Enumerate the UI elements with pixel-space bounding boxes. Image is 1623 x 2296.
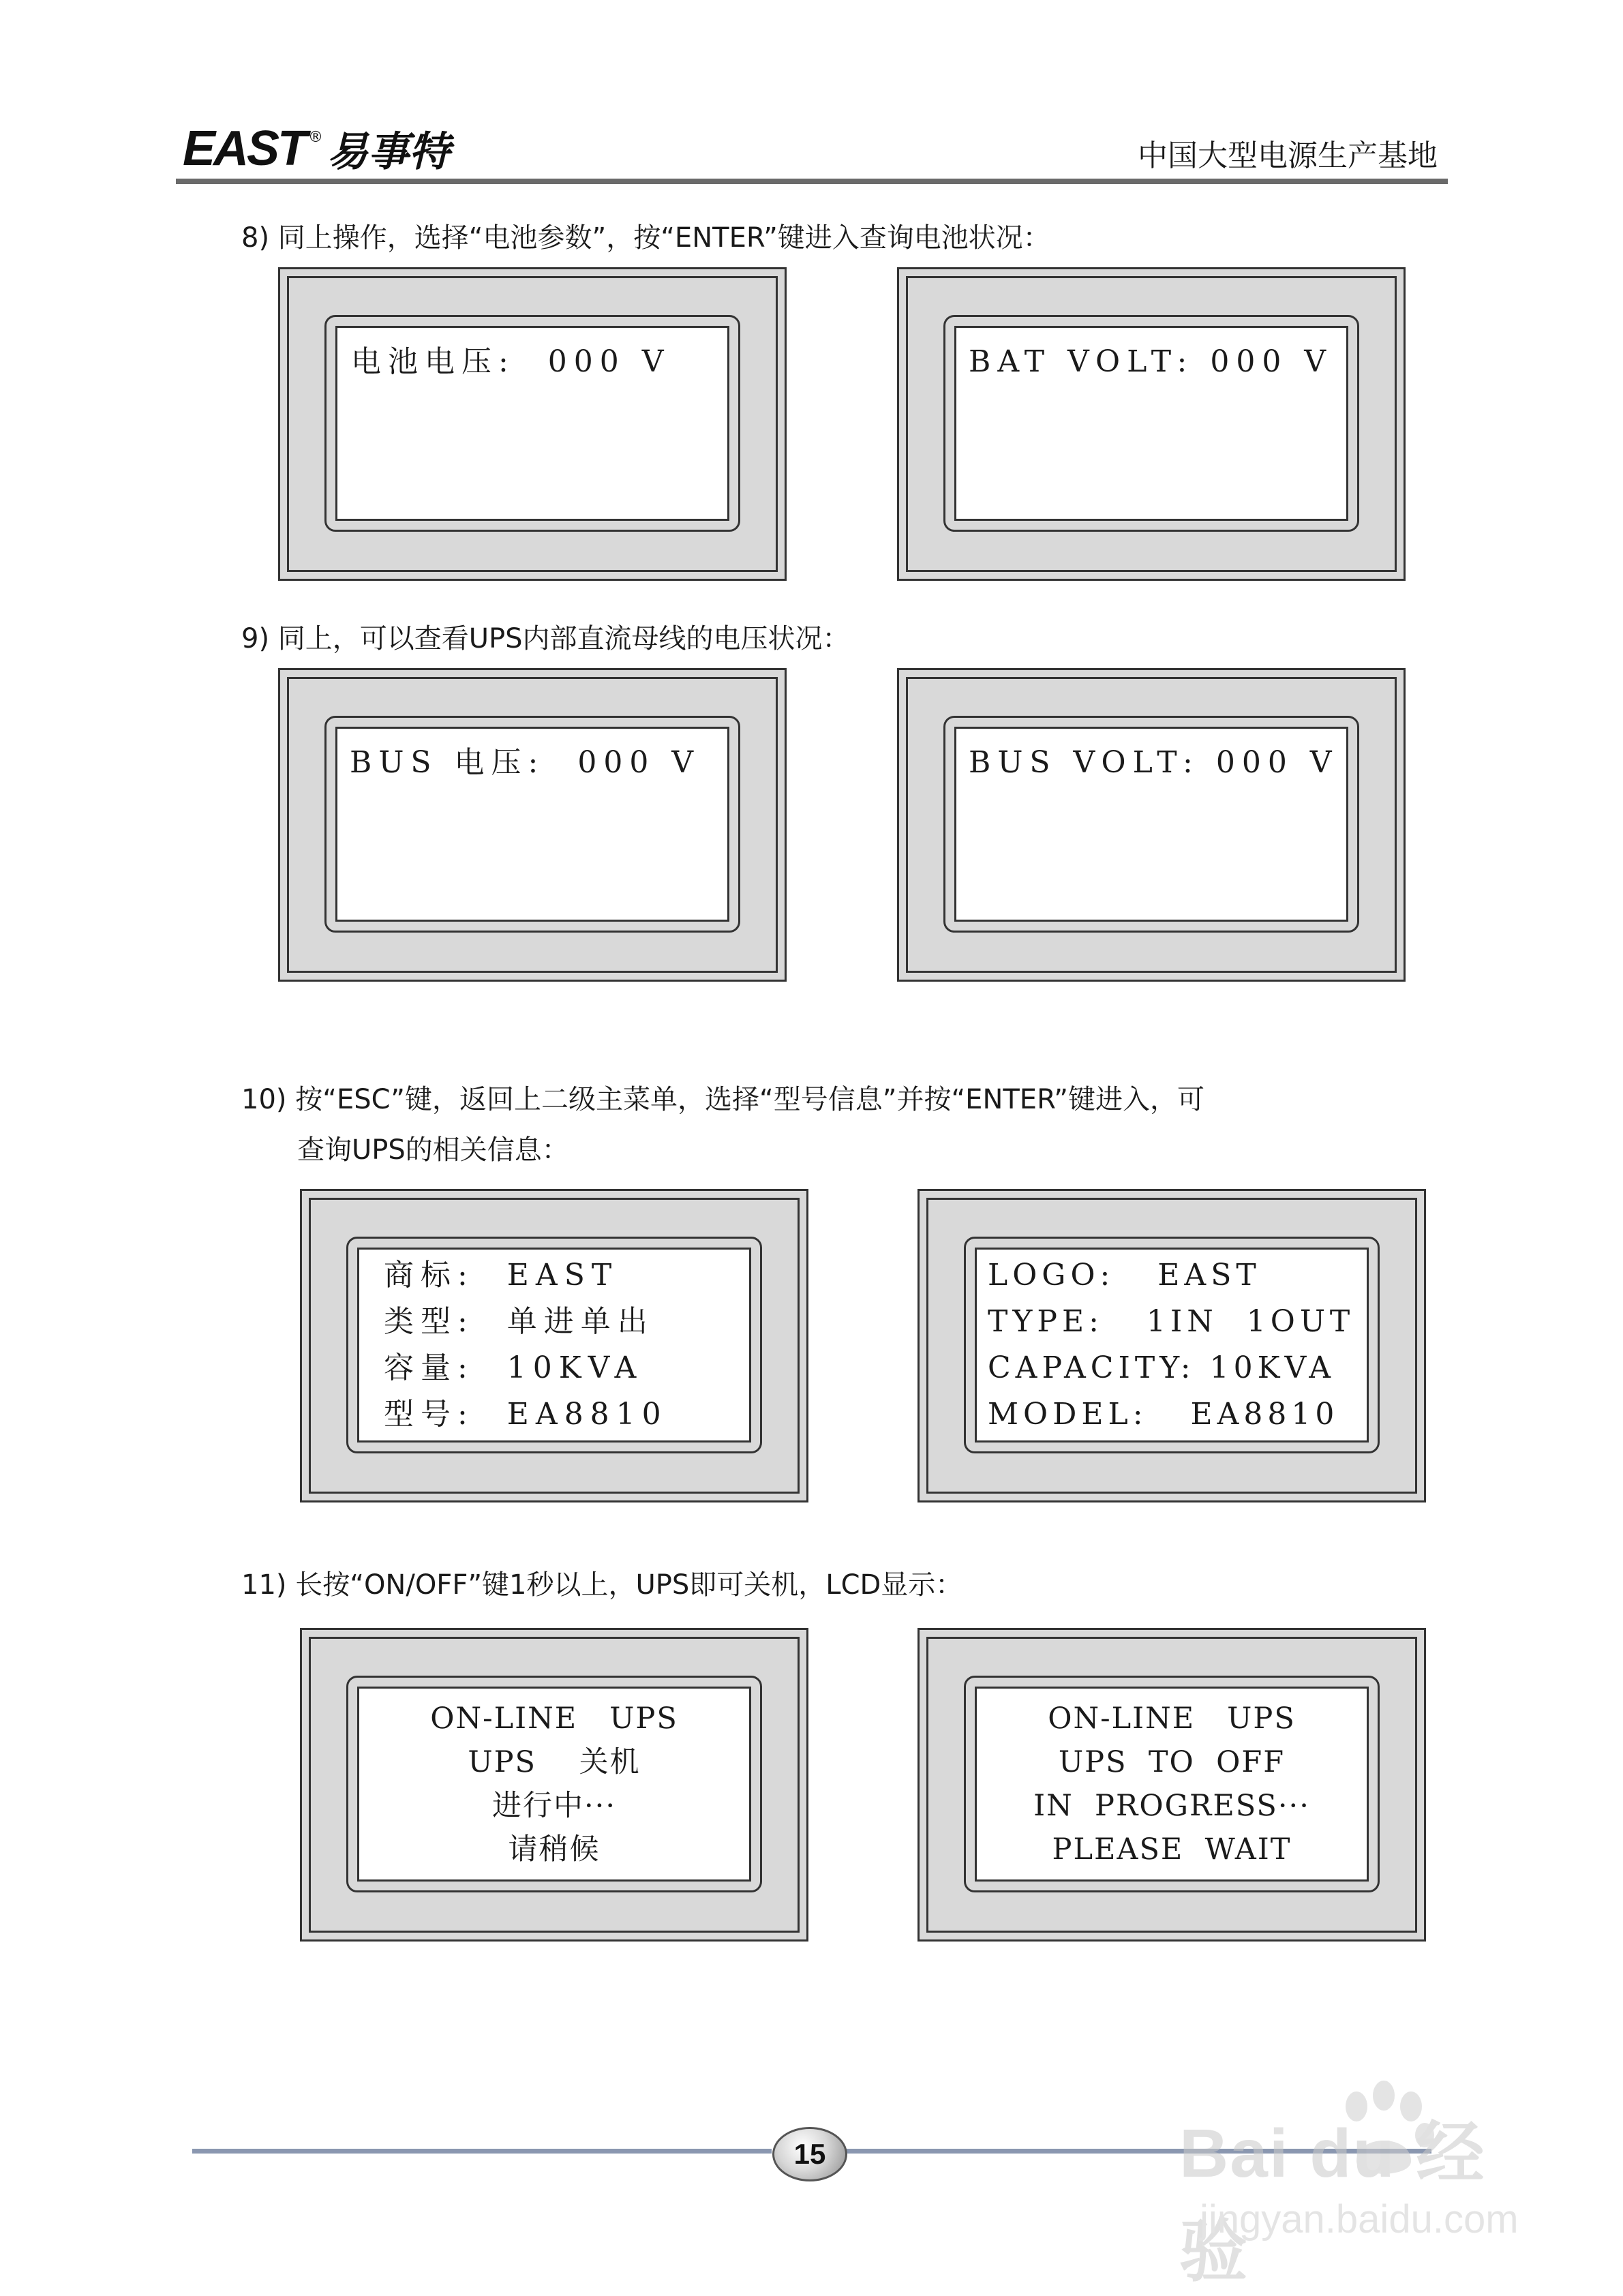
lcd-screen	[357, 1687, 751, 1882]
lcd-line: MODEL: EA8810	[988, 1397, 1339, 1432]
lcd-screen	[335, 326, 729, 521]
lcd-line: 型号: EA8810	[384, 1397, 668, 1432]
watermark-url: jingyan.baidu.com	[1200, 2197, 1519, 2241]
logo-latin-text: EAST	[183, 121, 306, 176]
lcd-screen	[954, 727, 1348, 922]
header-divider	[176, 179, 1448, 184]
lcd-screen	[954, 326, 1348, 521]
lcd-line: 电池电压: 000 V	[351, 344, 671, 379]
lcd-shutdown-cn	[300, 1628, 808, 1942]
lcd-line: UPS 关机	[468, 1745, 641, 1779]
step-10-text-line1: 10) 按“ESC”键，返回上二级主菜单，选择“型号信息”并按“ENTER”键进入，可	[241, 1084, 1205, 1115]
lcd-line: CAPACITY: 10KVA	[988, 1350, 1336, 1385]
lcd-line: ON-LINE UPS	[1048, 1702, 1296, 1736]
lcd-line: BUS 电压: 000 V	[350, 745, 701, 780]
header-tagline: 中国大型电源生产基地	[1138, 138, 1438, 173]
baidu-watermark	[1159, 2086, 1541, 2290]
lcd-line: 类型: 单进单出	[384, 1304, 654, 1339]
page-number: 15	[772, 2127, 847, 2181]
lcd-battery-cn	[278, 267, 787, 581]
lcd-screen	[357, 1248, 751, 1442]
step-11-text: 11) 长按“ON/OFF”键1秒以上，UPS即可关机，LCD显示：	[241, 1569, 963, 1601]
lcd-shutdown-en	[917, 1628, 1426, 1942]
lcd-line: IN PROGRESS···	[1033, 1789, 1310, 1823]
lcd-info-cn	[300, 1189, 808, 1502]
lcd-line: UPS TO OFF	[1058, 1745, 1286, 1779]
lcd-line: ON-LINE UPS	[430, 1702, 678, 1736]
lcd-screen	[975, 1687, 1369, 1882]
lcd-line: 请稍候	[508, 1832, 601, 1867]
lcd-screen	[335, 727, 729, 922]
logo-chinese-text: 易事特	[327, 128, 451, 176]
watermark-brand: Bai du 经验	[1179, 2115, 1486, 2290]
lcd-line: LOGO: EAST	[988, 1258, 1261, 1293]
lcd-bus-cn	[278, 668, 787, 982]
brand-logo	[183, 121, 450, 176]
lcd-bus-en	[897, 668, 1406, 982]
lcd-line: 商标: EAST	[384, 1258, 619, 1293]
step-9-text: 9) 同上，可以查看UPS内部直流母线的电压状况：	[241, 623, 850, 654]
lcd-battery-en	[897, 267, 1406, 581]
lcd-info-en	[917, 1189, 1426, 1502]
registered-mark: ®	[308, 128, 324, 146]
step-8-text: 8) 同上操作，选择“电池参数”，按“ENTER”键进入查询电池状况：	[241, 222, 1050, 254]
lcd-line: BAT VOLT: 000 V	[969, 344, 1333, 379]
lcd-line: TYPE: 1IN 1OUT	[988, 1304, 1355, 1339]
lcd-line: 容量: 10KVA	[384, 1350, 643, 1385]
lcd-line: BUS VOLT: 000 V	[969, 745, 1339, 780]
lcd-screen	[975, 1248, 1369, 1442]
step-10-text-line2: 查询UPS的相关信息：	[297, 1134, 569, 1166]
footer-rule-left	[192, 2149, 772, 2154]
lcd-line: PLEASE WAIT	[1052, 1832, 1292, 1867]
lcd-line: 进行中···	[491, 1789, 616, 1823]
